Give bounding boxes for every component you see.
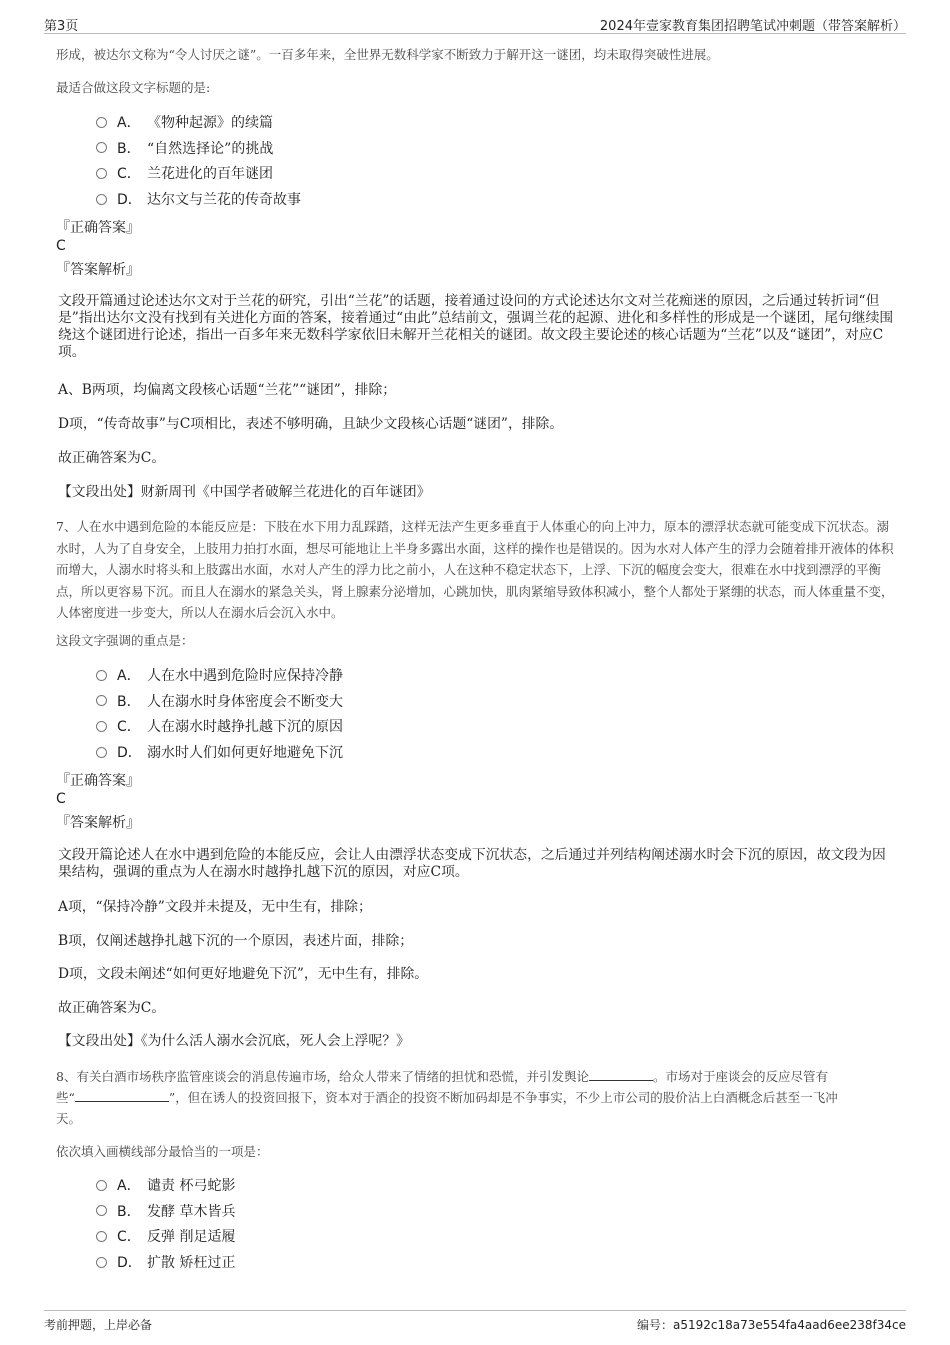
radio-icon[interactable] (96, 695, 107, 706)
q7-option-a[interactable]: A． 人在水中遇到危险时应保持冷静 (96, 664, 796, 690)
page-number: 第3页 (44, 19, 79, 34)
radio-icon[interactable] (96, 1205, 107, 1216)
q6-options (96, 111, 796, 214)
document-title: 2024年壹家教育集团招聘笔试冲刺题（带答案解析） (599, 19, 906, 34)
q6-prompt: 最适合做这段文字标题的是: (56, 80, 211, 95)
page-header (0, 0, 950, 34)
q7-analysis-line-4: 故正确答案为C。 (58, 1000, 166, 1016)
radio-icon[interactable] (96, 670, 107, 681)
q7-option-d[interactable]: D． 溺水时人们如何更好地避免下沉 (96, 741, 796, 767)
q8-passage-line-3: 天。 (56, 1111, 82, 1126)
fill-blank-2[interactable] (75, 1100, 169, 1102)
q6-passage-tail: 形成，被达尔文称为“令人讨厌之谜”。一百多年来，全世界无数科学家不断致力于解开这一谜团，均未取得突破性进展。 (56, 47, 719, 62)
q8-option-d[interactable]: D． 扩散 矫枉过正 (96, 1251, 796, 1277)
q6-analysis-line-3: 故正确答案为C。 (58, 450, 166, 466)
q8-option-b[interactable]: B． 发酵 草木皆兵 (96, 1200, 796, 1226)
footer-slogan: 考前押题，上岸必备 (44, 1318, 153, 1332)
q6-answer: C (56, 238, 66, 254)
radio-icon[interactable] (96, 168, 107, 179)
radio-icon[interactable] (96, 1180, 107, 1191)
q7-answer: C (56, 791, 66, 807)
q6-option-a[interactable]: A． 《物种起源》的续篇 (96, 111, 796, 137)
q6-analysis-line-2: D项，“传奇故事”与C项相比，表述不够明确，且缺少文段核心话题“谜团”，排除。 (58, 416, 564, 432)
radio-icon[interactable] (96, 1231, 107, 1242)
q6-analysis: 文段开篇通过论述达尔文对于兰花的研究，引出“兰花”的话题，接着通过设问的方式论述达尔文对兰花痴迷的原因，之后通过转折词“但是”指出达尔文没有找到有关进化方面的答案，接着通过“由此”总结前文，强调兰花的起源、进化和多样性的形成是一个谜团，尾句继续围绕这个谜团进行论述，指出一百多年来无数科学家依旧未解开兰花相关的谜团。故文段主要论述的核心话题为“兰花”以及“谜团”，对应C项。 (58, 293, 894, 360)
radio-icon[interactable] (96, 721, 107, 732)
q8-option-a[interactable]: A． 谴责 杯弓蛇影 (96, 1174, 796, 1200)
radio-icon[interactable] (96, 747, 107, 758)
q7-option-b[interactable]: B． 人在溺水时身体密度会不断变大 (96, 690, 796, 716)
q7-source: 【文段出处】《为什么活人溺水会沉底，死人会上浮呢？》 (58, 1033, 410, 1049)
q6-option-d[interactable]: D． 达尔文与兰花的传奇故事 (96, 188, 796, 214)
q6-analysis-label: 『答案解析』 (56, 262, 140, 278)
q8-prompt: 依次填入画横线部分最恰当的一项是： (56, 1144, 269, 1159)
q7-prompt: 这段文字强调的重点是： (56, 633, 194, 648)
document-id: 编号：a5192c18a73e554fa4aad6ee238f34ce (637, 1318, 906, 1332)
q7-analysis-label: 『答案解析』 (56, 815, 140, 831)
q7-analysis: 文段开篇论述人在水中遇到危险的本能反应，会让人由漂浮状态变成下沉状态，之后通过并列结构阐述溺水时会下沉的原因，故文段为因果结构，强调的重点为人在溺水时越挣扎越下沉的原因，对应C项。 (58, 847, 886, 880)
footer-divider (44, 1310, 906, 1311)
radio-icon[interactable] (96, 194, 107, 205)
q7-analysis-line-1: A项，“保持冷静”文段并未提及，无中生有，排除； (58, 899, 372, 915)
q6-source: 【文段出处】财新周刊《中国学者破解兰花进化的百年谜团》 (58, 484, 431, 500)
q7-passage: 7、人在水中遇到危险的本能反应是：下肢在水下用力乱踩踏，这样无法产生更多垂直于人体重心的向上冲力，原本的漂浮状态就可能变成下沉状态。溺水时，人为了自身安全，上肢用力拍打水面，想尽可能地让上半身多露出水面，这样的操作也是错误的。因为水对人体产生的浮力会随着排开液体的体积而增大，人溺水时将头和上肢露出水面，水对人产生的浮力比之前小，人在这种不稳定状态下，上浮、下沉的幅度会变大，很难在水中找到漂浮的平衡点，所以更容易下沉。而且人在溺水的紧急关头，肾上腺素分泌增加，心跳加快，肌肉紧缩导致体积减小，整个人都处于紧绷的状态，而人体重量不变，人体密度进一步变大，所以人在溺水后会沉入水中。 (56, 519, 894, 620)
q8-passage-line-2: 些“ ”，但在诱人的投资回报下，资本对于酒企的投资不断加码却是不争事实，不少上市公司的股价沾上白酒概念后甚至一飞冲 (56, 1090, 838, 1105)
q7-analysis-line-3: D项，文段未阐述“如何更好地避免下沉”，无中生有，排除。 (58, 966, 429, 982)
q7-analysis-line-2: B项，仅阐述越挣扎越下沉的一个原因，表述片面，排除； (58, 933, 414, 949)
radio-icon[interactable] (96, 117, 107, 128)
q8-options (96, 1174, 796, 1277)
page-footer (0, 1310, 950, 1345)
fill-blank-1[interactable] (589, 1079, 653, 1081)
header-divider (44, 33, 906, 34)
q8-option-c[interactable]: C． 反弹 削足适履 (96, 1225, 796, 1251)
radio-icon[interactable] (96, 142, 107, 153)
q7-options (96, 664, 796, 767)
q6-analysis-line-1: A、B两项，均偏离文段核心话题“兰花”“谜团”，排除； (58, 382, 397, 398)
q7-answer-label: 『正确答案』 (56, 773, 140, 789)
radio-icon[interactable] (96, 1257, 107, 1268)
q8-passage-line-1: 8、有关白酒市场秩序监管座谈会的消息传遍市场，给众人带来了情绪的担忧和恐慌，并引发舆论 。市场对于座谈会的反应尽管有 (56, 1069, 828, 1084)
q7-option-c[interactable]: C． 人在溺水时越挣扎越下沉的原因 (96, 715, 796, 741)
q6-option-c[interactable]: C． 兰花进化的百年谜团 (96, 162, 796, 188)
q6-answer-label: 『正确答案』 (56, 220, 140, 236)
q6-option-b[interactable]: B． “自然选择论”的挑战 (96, 137, 796, 163)
